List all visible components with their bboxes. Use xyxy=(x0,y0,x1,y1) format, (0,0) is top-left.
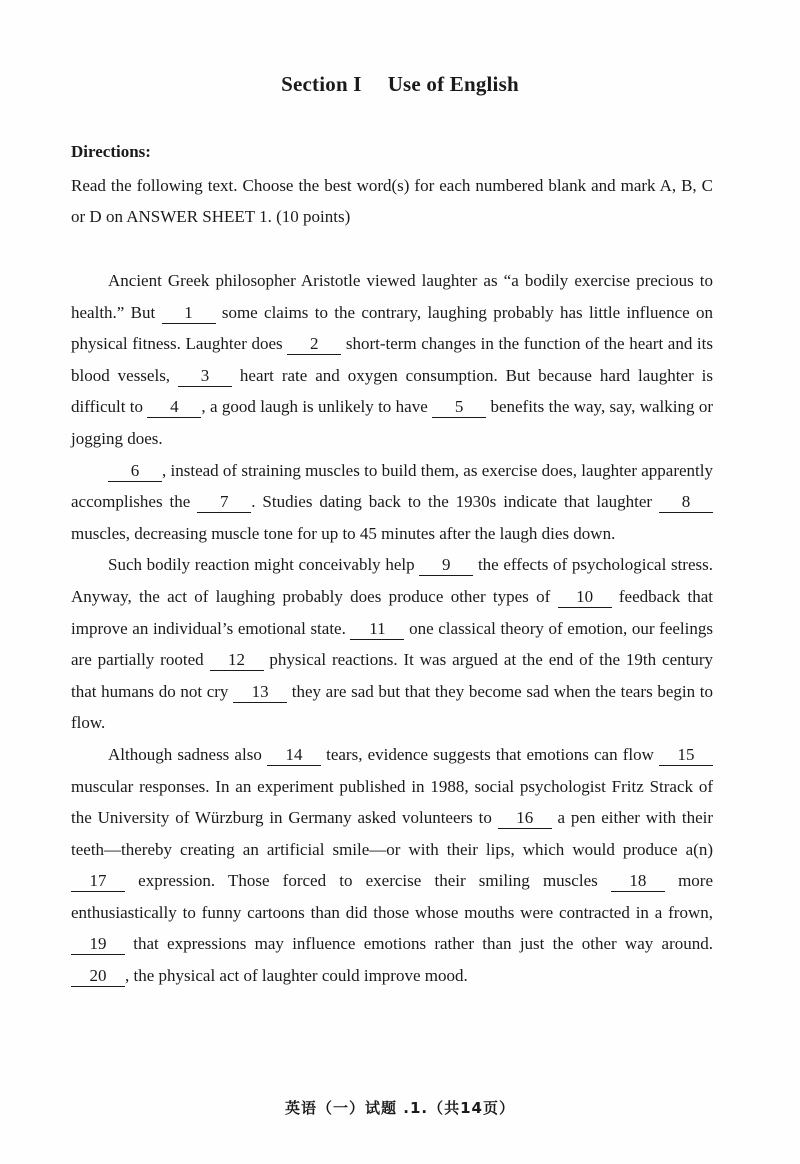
passage-paragraph xyxy=(71,455,713,550)
blank-5: 5 xyxy=(432,397,486,418)
blank-13: 13 xyxy=(233,682,287,703)
blank-6: 6 xyxy=(108,461,162,482)
passage-text: they are sad but that they become sad when the tears begin to flow. xyxy=(71,681,713,733)
blank-11: 11 xyxy=(350,619,404,640)
passage-text: muscular responses. In an experiment published in 1988, social psychologist Fritz Strack of the University of Würzburg in Germany asked volunteers to xyxy=(71,776,713,828)
passage-text: Such bodily reaction might conceivably help xyxy=(108,555,420,575)
section-heading xyxy=(0,72,800,97)
blank-16: 16 xyxy=(498,808,552,829)
passage-text: a pen either with their teeth—thereby creating an artificial smile—or with their lips, which would produce a(n) xyxy=(71,808,713,859)
cloze-passage xyxy=(71,265,713,992)
section-label: Section I xyxy=(281,72,362,96)
blank-2: 2 xyxy=(287,334,341,355)
blank-7: 7 xyxy=(197,492,251,513)
passage-text: benefits the way, say, walking or jogging does. xyxy=(71,397,713,448)
passage-paragraph xyxy=(71,265,713,455)
blank-3: 3 xyxy=(178,366,232,387)
passage-text: physical reactions. It was argued at the end of the 19th century that humans do not cry xyxy=(71,650,713,701)
passage-text: short-term changes in the function of the heart and its blood vessels, xyxy=(71,334,713,385)
page-footer: 英语（一）试题 .1.（共14页） xyxy=(285,1099,515,1117)
passage-text: feedback that improve an individual’s emotional state. xyxy=(71,586,713,638)
passage-text: expression. Those forced to exercise their smiling muscles xyxy=(125,871,611,891)
passage-text: that expressions may influence emotions rather than just the other way around. xyxy=(125,934,713,954)
passage-text: some claims to the contrary, laughing probably has little influence on physical fitness. Laughter does xyxy=(71,302,713,354)
blank-8: 8 xyxy=(659,492,713,513)
passage-text: muscles, decreasing muscle tone for up to 45 minutes after the laugh dies down. xyxy=(71,523,616,543)
blank-9: 9 xyxy=(419,555,473,576)
blank-18: 18 xyxy=(611,871,665,892)
passage-text: tears, evidence suggests that emotions can flow xyxy=(320,744,660,764)
section-title: Use of English xyxy=(387,72,519,96)
blank-1: 1 xyxy=(162,303,216,324)
blank-14: 14 xyxy=(267,745,321,766)
passage-text: . Studies dating back to the 1930s indicate that laughter xyxy=(251,492,660,512)
directions-label: Directions: xyxy=(71,142,151,161)
blank-4: 4 xyxy=(147,397,201,418)
passage-text: one classical theory of emotion, our feelings are partially rooted xyxy=(71,618,713,670)
passage-text: heart rate and oxygen consumption. But because hard laughter is difficult to xyxy=(71,365,713,417)
blank-20: 20 xyxy=(71,966,125,987)
directions-text: Read the following text. Choose the best word(s) for each numbered blank and mark A, B, C or D on ANSWER SHEET 1. (10 points) xyxy=(71,176,713,226)
blank-10: 10 xyxy=(558,587,612,608)
passage-text: , the physical act of laughter could improve mood. xyxy=(125,966,468,986)
passage-text: Ancient Greek philosopher Aristotle viewed laughter as “a bodily exercise precious to health.” But xyxy=(71,271,713,322)
blank-17: 17 xyxy=(71,871,125,892)
blank-15: 15 xyxy=(659,745,713,766)
blank-19: 19 xyxy=(71,934,125,955)
passage-paragraph xyxy=(71,549,713,739)
passage-text: , a good laugh is unlikely to have xyxy=(201,397,433,417)
passage-text: the effects of psychological stress. Anyway, the act of laughing probably does produce other types of xyxy=(71,555,713,606)
passage-paragraph xyxy=(71,739,713,992)
passage-text: more enthusiastically to funny cartoons than did those whose mouths were contracted in a frown, xyxy=(71,871,713,922)
blank-12: 12 xyxy=(210,650,264,671)
passage-text: Although sadness also xyxy=(108,744,267,764)
passage-text: , instead of straining muscles to build them, as exercise does, laughter apparently accomplishes the xyxy=(71,460,713,512)
